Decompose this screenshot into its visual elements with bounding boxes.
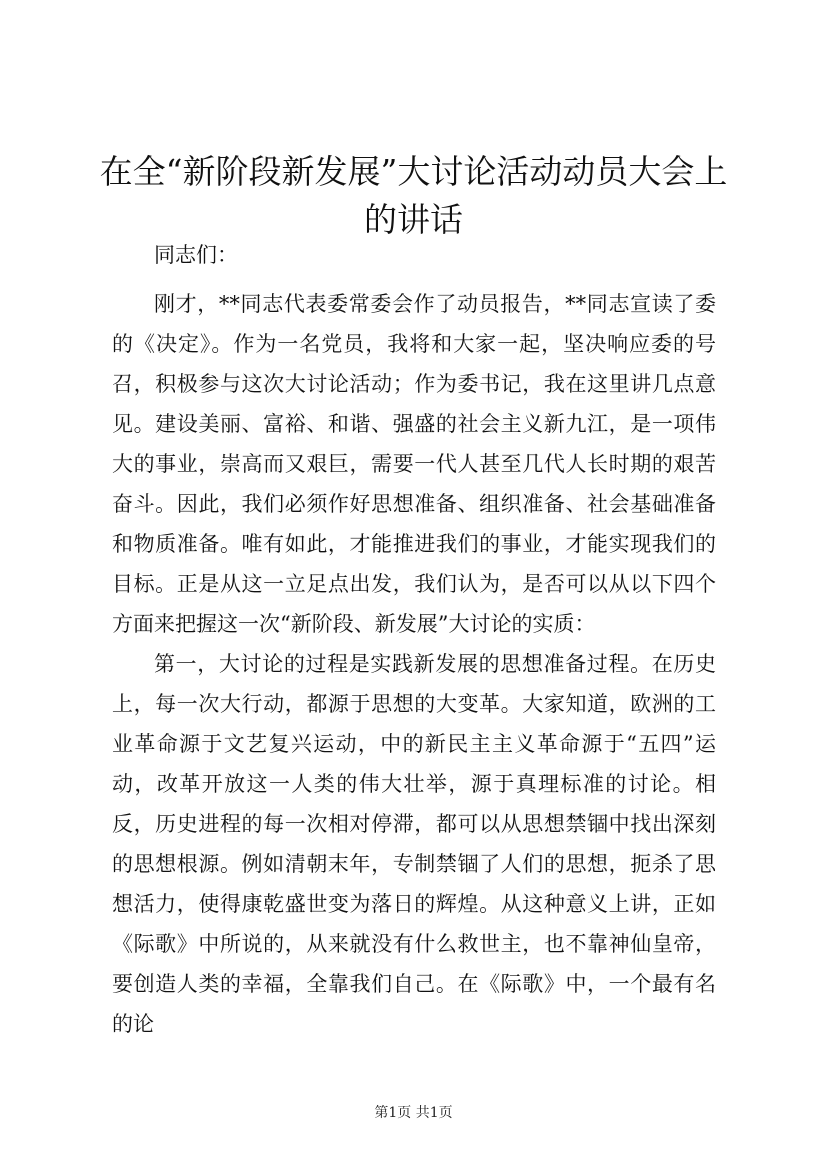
document-title: 在全“新阶段新发展”大讨论活动动员大会上的讲话 — [99, 152, 728, 239]
paragraph-2: 第一，大讨论的过程是实践新发展的思想准备过程。在历史上，每一次大行动，都源于思想的大变革。大家知道，欧洲的工业革命源于文艺复兴运动，中的新民主主义革命源于“五四”运动，改革开放这一人类的伟大壮举，源于真理标准的讨论。相反，历史进程的每一次相对停滞，都可以从思想禁锢中找出深刻的思想根源。例如清朝末年，专制禁锢了人们的思想，扼杀了思想活力，使得康乾盛世变为落日的辉煌。从这种意义上讲，正如《际歌》中所说的，从来就没有什么救世主，也不靠神仙皇帝，要创造人类的幸福，全靠我们自己。在《际歌》中，一个最有名的论 — [112, 652, 716, 1036]
page-number-footer: 第1页 共1页 — [374, 1105, 453, 1121]
paragraph-1: 刚才，**同志代表委常委会作了动员报告，**同志宣读了委的《决定》。作为一名党员，我将和大家一起，坚决响应委的号召，积极参与这次大讨论活动；作为委书记，我在这里讲几点意见。建设美丽、富裕、和谐、强盛的社会主义新九江，是一项伟大的事业，崇高而又艰巨，需要一代人甚至几代人长时期的艰苦奋斗。因此，我们必须作好思想准备、组织准备、社会基础准备和物质准备。唯有如此，才能推进我们的事业，才能实现我们的目标。正是从这一立足点出发，我们认为，是否可以从以下四个方面来把握这一次“新阶段、新发展”大讨论的实质： — [112, 292, 716, 636]
salutation: 同志们： — [154, 243, 238, 267]
document-body — [112, 238, 716, 1044]
